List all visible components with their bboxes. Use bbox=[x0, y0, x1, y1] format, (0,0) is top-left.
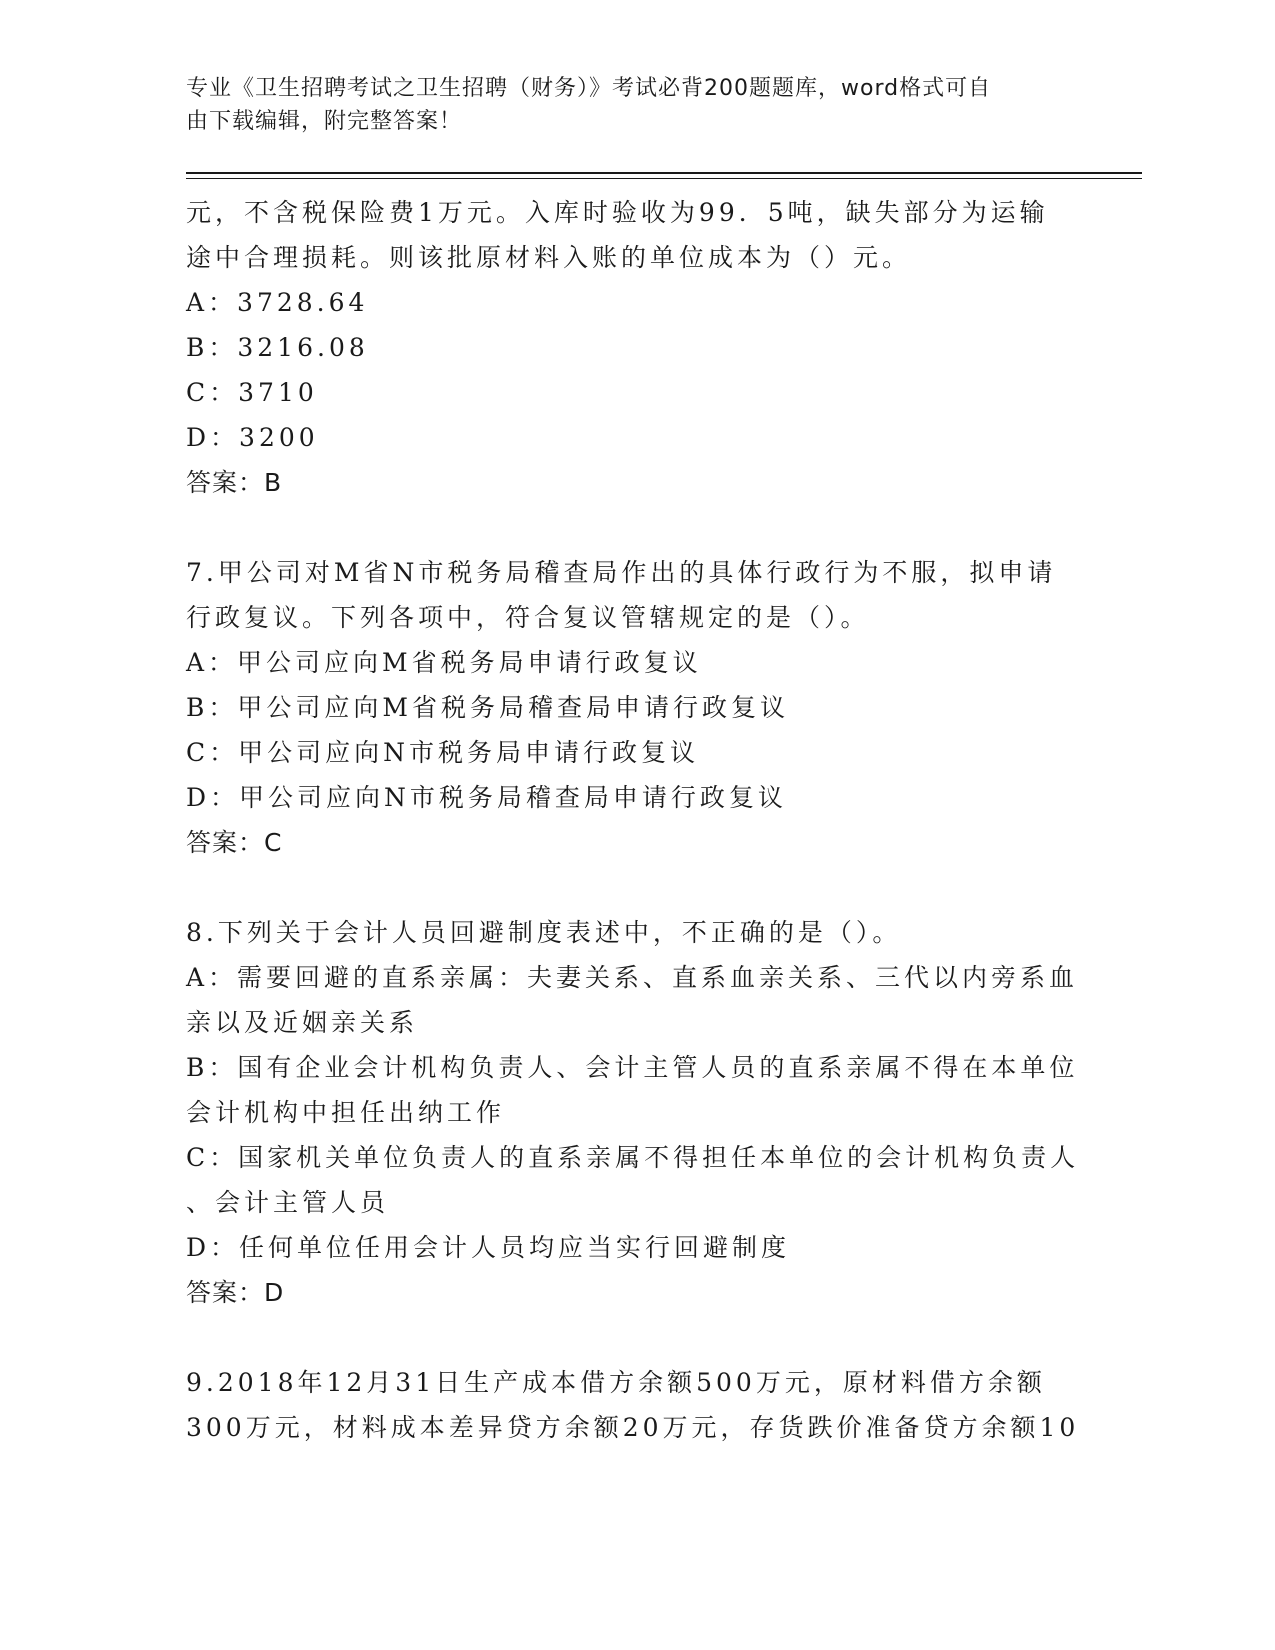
spacer bbox=[186, 865, 1076, 910]
question-stem-line: 300万元，材料成本差异贷方余额20万元，存货跌价准备贷方余额10 bbox=[186, 1413, 1080, 1442]
question-stem-line: 途中合理损耗。则该批原材料入账的单位成本为（）元。 bbox=[186, 243, 912, 272]
spacer bbox=[186, 505, 1076, 550]
option-d: D：3200 bbox=[186, 423, 319, 452]
answer-line: 答案：D bbox=[186, 1278, 285, 1307]
question-stem-line: 8.下列关于会计人员回避制度表述中，不正确的是（）。 bbox=[186, 918, 902, 947]
question-9 bbox=[186, 1360, 1080, 1450]
question-stem-line: 9.2018年12月31日生产成本借方余额500万元，原材料借方余额 bbox=[186, 1368, 1046, 1397]
option-b: B：3216.08 bbox=[186, 333, 369, 362]
document-header bbox=[186, 72, 1066, 138]
question-stem-line: 行政复议。下列各项中，符合复议管辖规定的是（）。 bbox=[186, 603, 870, 632]
option-a: A：3728.64 bbox=[186, 288, 369, 317]
question-8 bbox=[186, 910, 1080, 1315]
option-d: D：甲公司应向N市税务局稽查局申请行政复议 bbox=[186, 783, 787, 812]
option-b-continued: 会计机构中担任出纳工作 bbox=[186, 1098, 506, 1127]
option-b: B：甲公司应向M省税务局稽查局申请行政复议 bbox=[186, 693, 789, 722]
question-content bbox=[186, 190, 1080, 1450]
option-a: A：甲公司应向M省税务局申请行政复议 bbox=[186, 648, 702, 677]
header-line-1: 专业《卫生招聘考试之卫生招聘（财务）》考试必背200题题库，word格式可自 bbox=[186, 76, 992, 101]
option-c: C：甲公司应向N市税务局申请行政复议 bbox=[186, 738, 700, 767]
header-rule-thick bbox=[186, 172, 1142, 174]
option-c: C：国家机关单位负责人的直系亲属不得担任本单位的会计机构负责人 bbox=[186, 1143, 1080, 1172]
question-7 bbox=[186, 550, 1076, 865]
spacer bbox=[186, 1315, 1076, 1360]
option-a: A：需要回避的直系亲属：夫妻关系、直系血亲关系、三代以内旁系血 bbox=[186, 963, 1079, 992]
option-b: B：国有企业会计机构负责人、会计主管人员的直系亲属不得在本单位 bbox=[186, 1053, 1079, 1082]
option-d: D：任何单位任用会计人员均应当实行回避制度 bbox=[186, 1233, 791, 1262]
question-stem-line: 元，不含税保险费1万元。入库时验收为99．5吨，缺失部分为运输 bbox=[186, 198, 1049, 227]
option-c: C：3710 bbox=[186, 378, 318, 407]
question-stem-line: 7.甲公司对M省N市税务局稽查局作出的具体行政行为不服，拟申请 bbox=[186, 558, 1057, 587]
question-6 bbox=[186, 190, 1076, 505]
option-c-continued: 、会计主管人员 bbox=[186, 1188, 390, 1217]
answer-line: 答案：B bbox=[186, 468, 283, 497]
header-line-2: 由下载编辑，附完整答案！ bbox=[186, 109, 463, 134]
answer-line: 答案：C bbox=[186, 828, 283, 857]
option-a-continued: 亲以及近姻亲关系 bbox=[186, 1008, 419, 1037]
header-rule-thin bbox=[186, 178, 1142, 179]
